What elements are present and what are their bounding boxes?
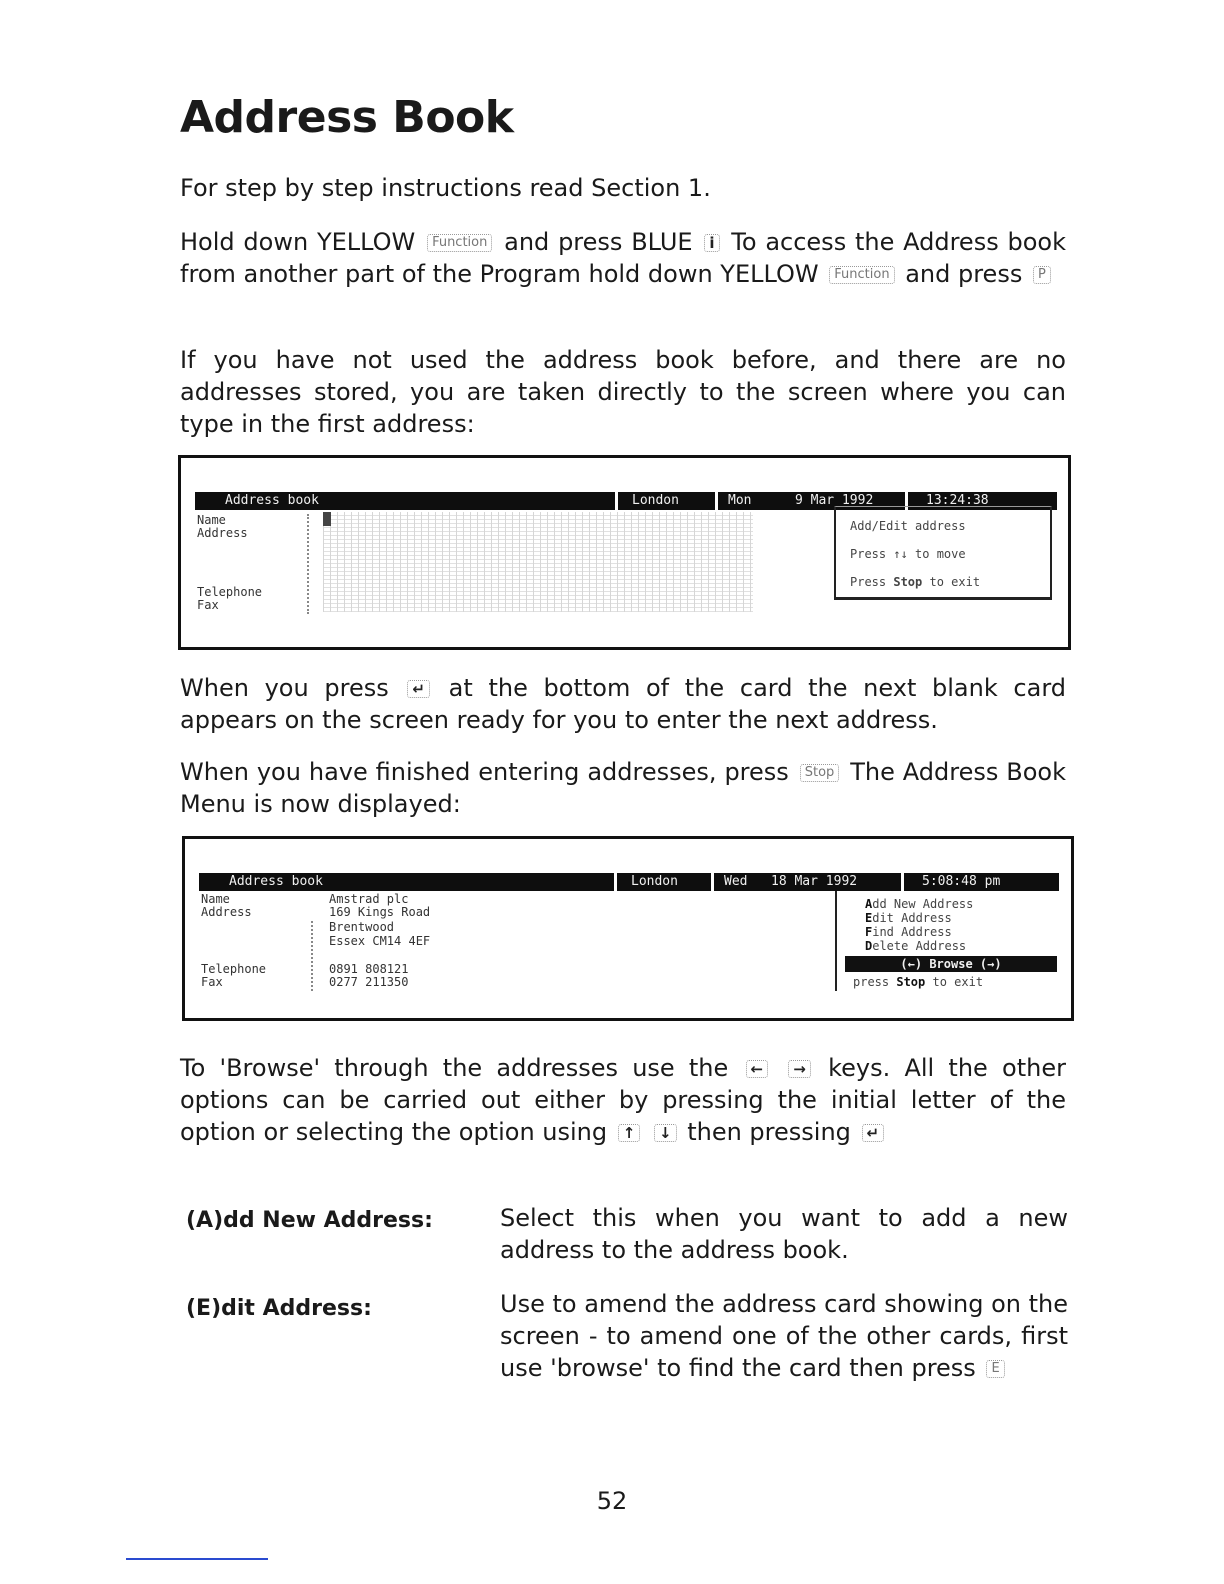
- menu-item-find[interactable]: [865, 925, 952, 939]
- menu-item-find-key: F: [865, 925, 873, 939]
- value-fax[interactable]: 0277 211350: [329, 975, 409, 989]
- help-line-3: [850, 575, 980, 589]
- value-address-line-2[interactable]: Brentwood: [329, 920, 395, 934]
- firsttime-text: If you have not used the address book before, and there are no addresses stored, you are taken directly to the screen where you can type in the first address:: [180, 346, 1066, 438]
- hold-text-3: To access the Address book from another part of the Program hold down YELLOW: [180, 228, 1066, 288]
- label-fax-2: Fax: [201, 975, 223, 989]
- label-name-2: Name: [201, 892, 230, 906]
- app-title: Address book: [225, 493, 319, 508]
- value-name[interactable]: Amstrad plc: [329, 892, 409, 906]
- day: Mon: [715, 492, 751, 510]
- status-bar-2: [199, 873, 1059, 891]
- firsttime-paragraph: [180, 344, 1066, 440]
- menu-item-delete-rest: elete Address: [872, 939, 967, 953]
- screen-blank-card: [178, 455, 1071, 650]
- empty-input-area[interactable]: [323, 512, 753, 612]
- menu-item-add-key: A: [865, 897, 873, 911]
- browse-paragraph: [180, 1052, 1066, 1148]
- value-address-line-1[interactable]: 169 Kings Road: [329, 905, 431, 919]
- browse-text-3: then pressing: [687, 1118, 851, 1146]
- menu-item-add[interactable]: [865, 897, 973, 911]
- help-line-3-pre: Press: [850, 575, 887, 589]
- option-add-label: (A)dd New Address:: [186, 1208, 433, 1233]
- label-address-2: Address: [201, 905, 252, 919]
- enter-key-icon-2: ↵: [862, 1124, 885, 1142]
- text-cursor: [323, 512, 331, 526]
- value-telephone[interactable]: 0891 808121: [329, 962, 409, 976]
- browse-text-2: keys. All the other options can be carried out either by pressing the initial letter of the option or selecting the option using: [180, 1054, 1066, 1146]
- function-key-icon-2: Function: [829, 266, 894, 284]
- next-card-paragraph: [180, 672, 1066, 736]
- intro-paragraph: [180, 172, 1066, 204]
- menu-item-edit-rest: dit Address: [872, 911, 952, 925]
- enter-key-icon: ↵: [407, 680, 430, 698]
- next-text-2: at the bottom of the card the next blank card appears on the screen ready for you to enter the next address.: [180, 674, 1067, 734]
- menu-item-edit-key: E: [865, 911, 873, 925]
- menu-panel: [835, 891, 1059, 991]
- option-edit-desc: Use to amend the address card showing on the screen - to amend one of the other cards, first use 'browse' to find the card then press: [500, 1290, 1068, 1382]
- function-key-icon: Function: [427, 234, 492, 252]
- menu-item-delete[interactable]: [865, 939, 966, 953]
- label-fax: Fax: [197, 598, 219, 612]
- blue-i-key-icon: i: [704, 234, 719, 252]
- page-title: Address Book: [180, 92, 514, 143]
- field-separator-2: [311, 921, 313, 991]
- intro-text: For step by step instructions read Section 1.: [180, 174, 711, 202]
- option-add-desc: Select this when you want to add a new address to the address book.: [500, 1204, 1068, 1264]
- app-title-2: Address book: [229, 874, 323, 889]
- menu-item-edit[interactable]: [865, 911, 952, 925]
- hold-text-1: Hold down YELLOW: [180, 228, 416, 256]
- stop-key-icon: Stop: [800, 764, 840, 782]
- up-arrow-key-icon: ↑: [618, 1124, 641, 1142]
- browse-text-1: To 'Browse' through the addresses use the: [180, 1054, 729, 1082]
- footer-rule: [126, 1558, 268, 1560]
- time-2: 5:08:48 pm: [901, 873, 1000, 891]
- option-edit-label: (E)dit Address:: [186, 1296, 372, 1321]
- stop-key-label: Stop: [893, 575, 923, 589]
- access-paragraph: [180, 226, 1066, 290]
- p-key-icon: P: [1033, 266, 1051, 284]
- help-line-2: Press ↑↓ to move: [850, 547, 966, 561]
- city-2: London: [614, 873, 678, 891]
- browse-option[interactable]: (←) Browse (→): [845, 956, 1057, 972]
- day-2: Wed: [711, 873, 747, 891]
- e-key-icon: E: [986, 1360, 1004, 1378]
- label-name: Name: [197, 513, 226, 527]
- menu-item-add-rest: dd New Address: [872, 897, 974, 911]
- next-text-1: When you press: [180, 674, 389, 702]
- field-separator: [307, 514, 309, 614]
- exit-hint-key: Stop: [896, 975, 926, 989]
- date-2: 18 Mar 1992: [771, 874, 858, 889]
- help-panel: [834, 506, 1052, 600]
- menu-text-2: The Address Book Menu is now displayed:: [180, 758, 1066, 818]
- menu-item-find-rest: ind Address: [872, 925, 952, 939]
- help-line-3-post: to exit: [929, 575, 981, 589]
- option-edit-desc-wrap: [500, 1288, 1068, 1384]
- menu-item-delete-key: D: [865, 939, 873, 953]
- down-arrow-key-icon: ↓: [654, 1124, 677, 1142]
- time: 13:24:38: [905, 492, 989, 510]
- menu-paragraph: [180, 756, 1066, 820]
- screen-address-menu: [182, 836, 1074, 1021]
- label-telephone-2: Telephone: [201, 962, 267, 976]
- exit-hint-post: to exit: [932, 975, 984, 989]
- page-number: 52: [596, 1487, 628, 1515]
- label-address: Address: [197, 526, 248, 540]
- right-arrow-key-icon: →: [788, 1060, 811, 1078]
- city: London: [615, 492, 679, 510]
- hold-text-2: and press BLUE: [504, 228, 693, 256]
- left-arrow-key-icon: ←: [746, 1060, 769, 1078]
- exit-hint-pre: press: [853, 975, 890, 989]
- label-telephone: Telephone: [197, 585, 263, 599]
- exit-hint: [853, 975, 983, 989]
- hold-text-4: and press: [905, 260, 1023, 288]
- date: 9 Mar 1992: [795, 493, 874, 508]
- value-address-line-3[interactable]: Essex CM14 4EF: [329, 934, 431, 948]
- menu-text-1: When you have finished entering addresses, press: [180, 758, 789, 786]
- help-line-1: Add/Edit address: [850, 519, 966, 533]
